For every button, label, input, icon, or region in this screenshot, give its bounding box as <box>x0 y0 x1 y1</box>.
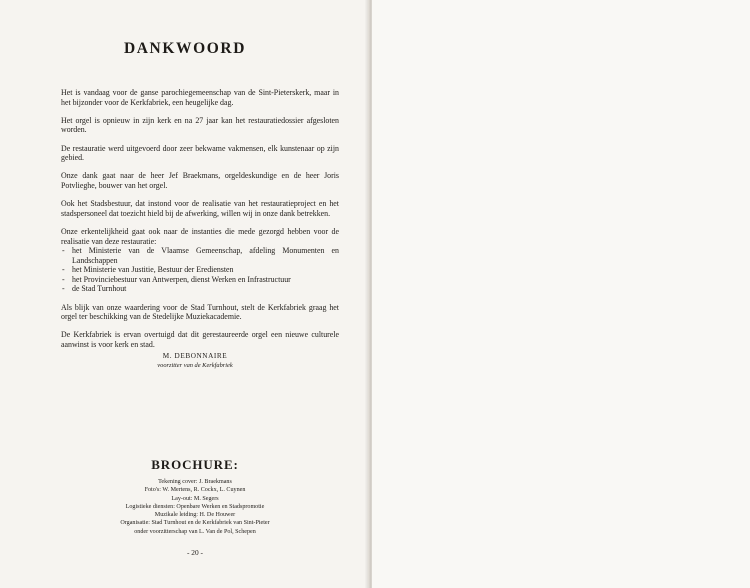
page-number: - 20 - <box>186 548 203 557</box>
paragraph: Onze dank gaat naar de heer Jef Braekmans, orgeldeskundige en de heer Joris Potvlieghe, bouwer van het orgel. <box>61 171 339 190</box>
brochure-heading: BROCHURE: <box>151 457 239 472</box>
credit-line: Lay-out: M. Segers <box>171 495 219 502</box>
list-item: - de Stad Turnhout <box>61 284 339 294</box>
credit-line: Muzikale leiding: H. De Houwer <box>154 512 236 519</box>
paragraph: Onze erkentelijkheid gaat ook naar de instanties die mede gezorgd hebben voor de realisatie van deze restauratie: <box>61 226 339 246</box>
paragraph: Het orgel is opnieuw in zijn kerk en na 27 jaar kan het restauratiedossier afgesloten worden. <box>61 115 339 135</box>
signature-role: voorzitter van de Kerkfabriek <box>157 362 233 369</box>
paragraph: Ook het Stadsbestuur, dat instond voor de realisatie van het restauratieproject en het stadspersoneel dat toezicht hield bij de afwerking, willen wij in onze dank betrekken. <box>61 199 339 218</box>
paragraph: De restauratie werd uitgevoerd door zeer bekwame vakmensen, elk kunstenaar op zijn gebied. <box>61 143 339 163</box>
right-page-blank <box>372 0 750 588</box>
credit-line: Organisatie: Stad Turnhout en de Kerkfabriek van Sint-Pieter <box>120 520 270 527</box>
brochure-credits <box>0 478 390 536</box>
paragraph: Als blijk van onze waardering voor de Stad Turnhout, stelt de Kerkfabriek graag het orgel ter beschikking van de Stedelijke Muziekacademie. <box>61 302 339 322</box>
list-item: - het Provinciebestuur van Antwerpen, dienst Werken en Infrastructuur <box>61 275 339 285</box>
credit-line: Tekening cover: J. Braekmans <box>158 479 232 485</box>
signature-name: M. DEBONNAIRE <box>162 352 228 360</box>
list-item: - het Ministerie van Justitie, Bestuur der Erediensten <box>61 265 339 275</box>
credit-line: Logistieke diensten: Openbare Werken en Stadspromotie <box>125 503 265 510</box>
left-page <box>0 0 370 588</box>
paragraph: Het is vandaag voor de ganse parochiegemeenschap van de Sint-Pieterskerk, maar in het bijzonder voor de Kerkfabriek, een heugelijke dag. <box>61 88 339 107</box>
paragraph: De Kerkfabriek is ervan overtuigd dat dit gerestaureerde orgel een nieuwe culturele aanwinst is voor kerk en stad. <box>61 330 339 350</box>
list-item: - het Ministerie van de Vlaamse Gemeenschap, afdeling Monumenten en Landschappen <box>61 246 339 265</box>
institution-list <box>61 246 339 294</box>
acknowledgement-text <box>61 88 339 358</box>
signature-block <box>0 352 390 370</box>
credit-line: Foto's: W. Mertens, R. Cockx, L. Cuynen <box>144 487 246 494</box>
page-title: DANKWOORD <box>123 40 247 57</box>
credit-line: onder voorzitterschap van L. Van de Pol, Schepen <box>134 528 256 535</box>
